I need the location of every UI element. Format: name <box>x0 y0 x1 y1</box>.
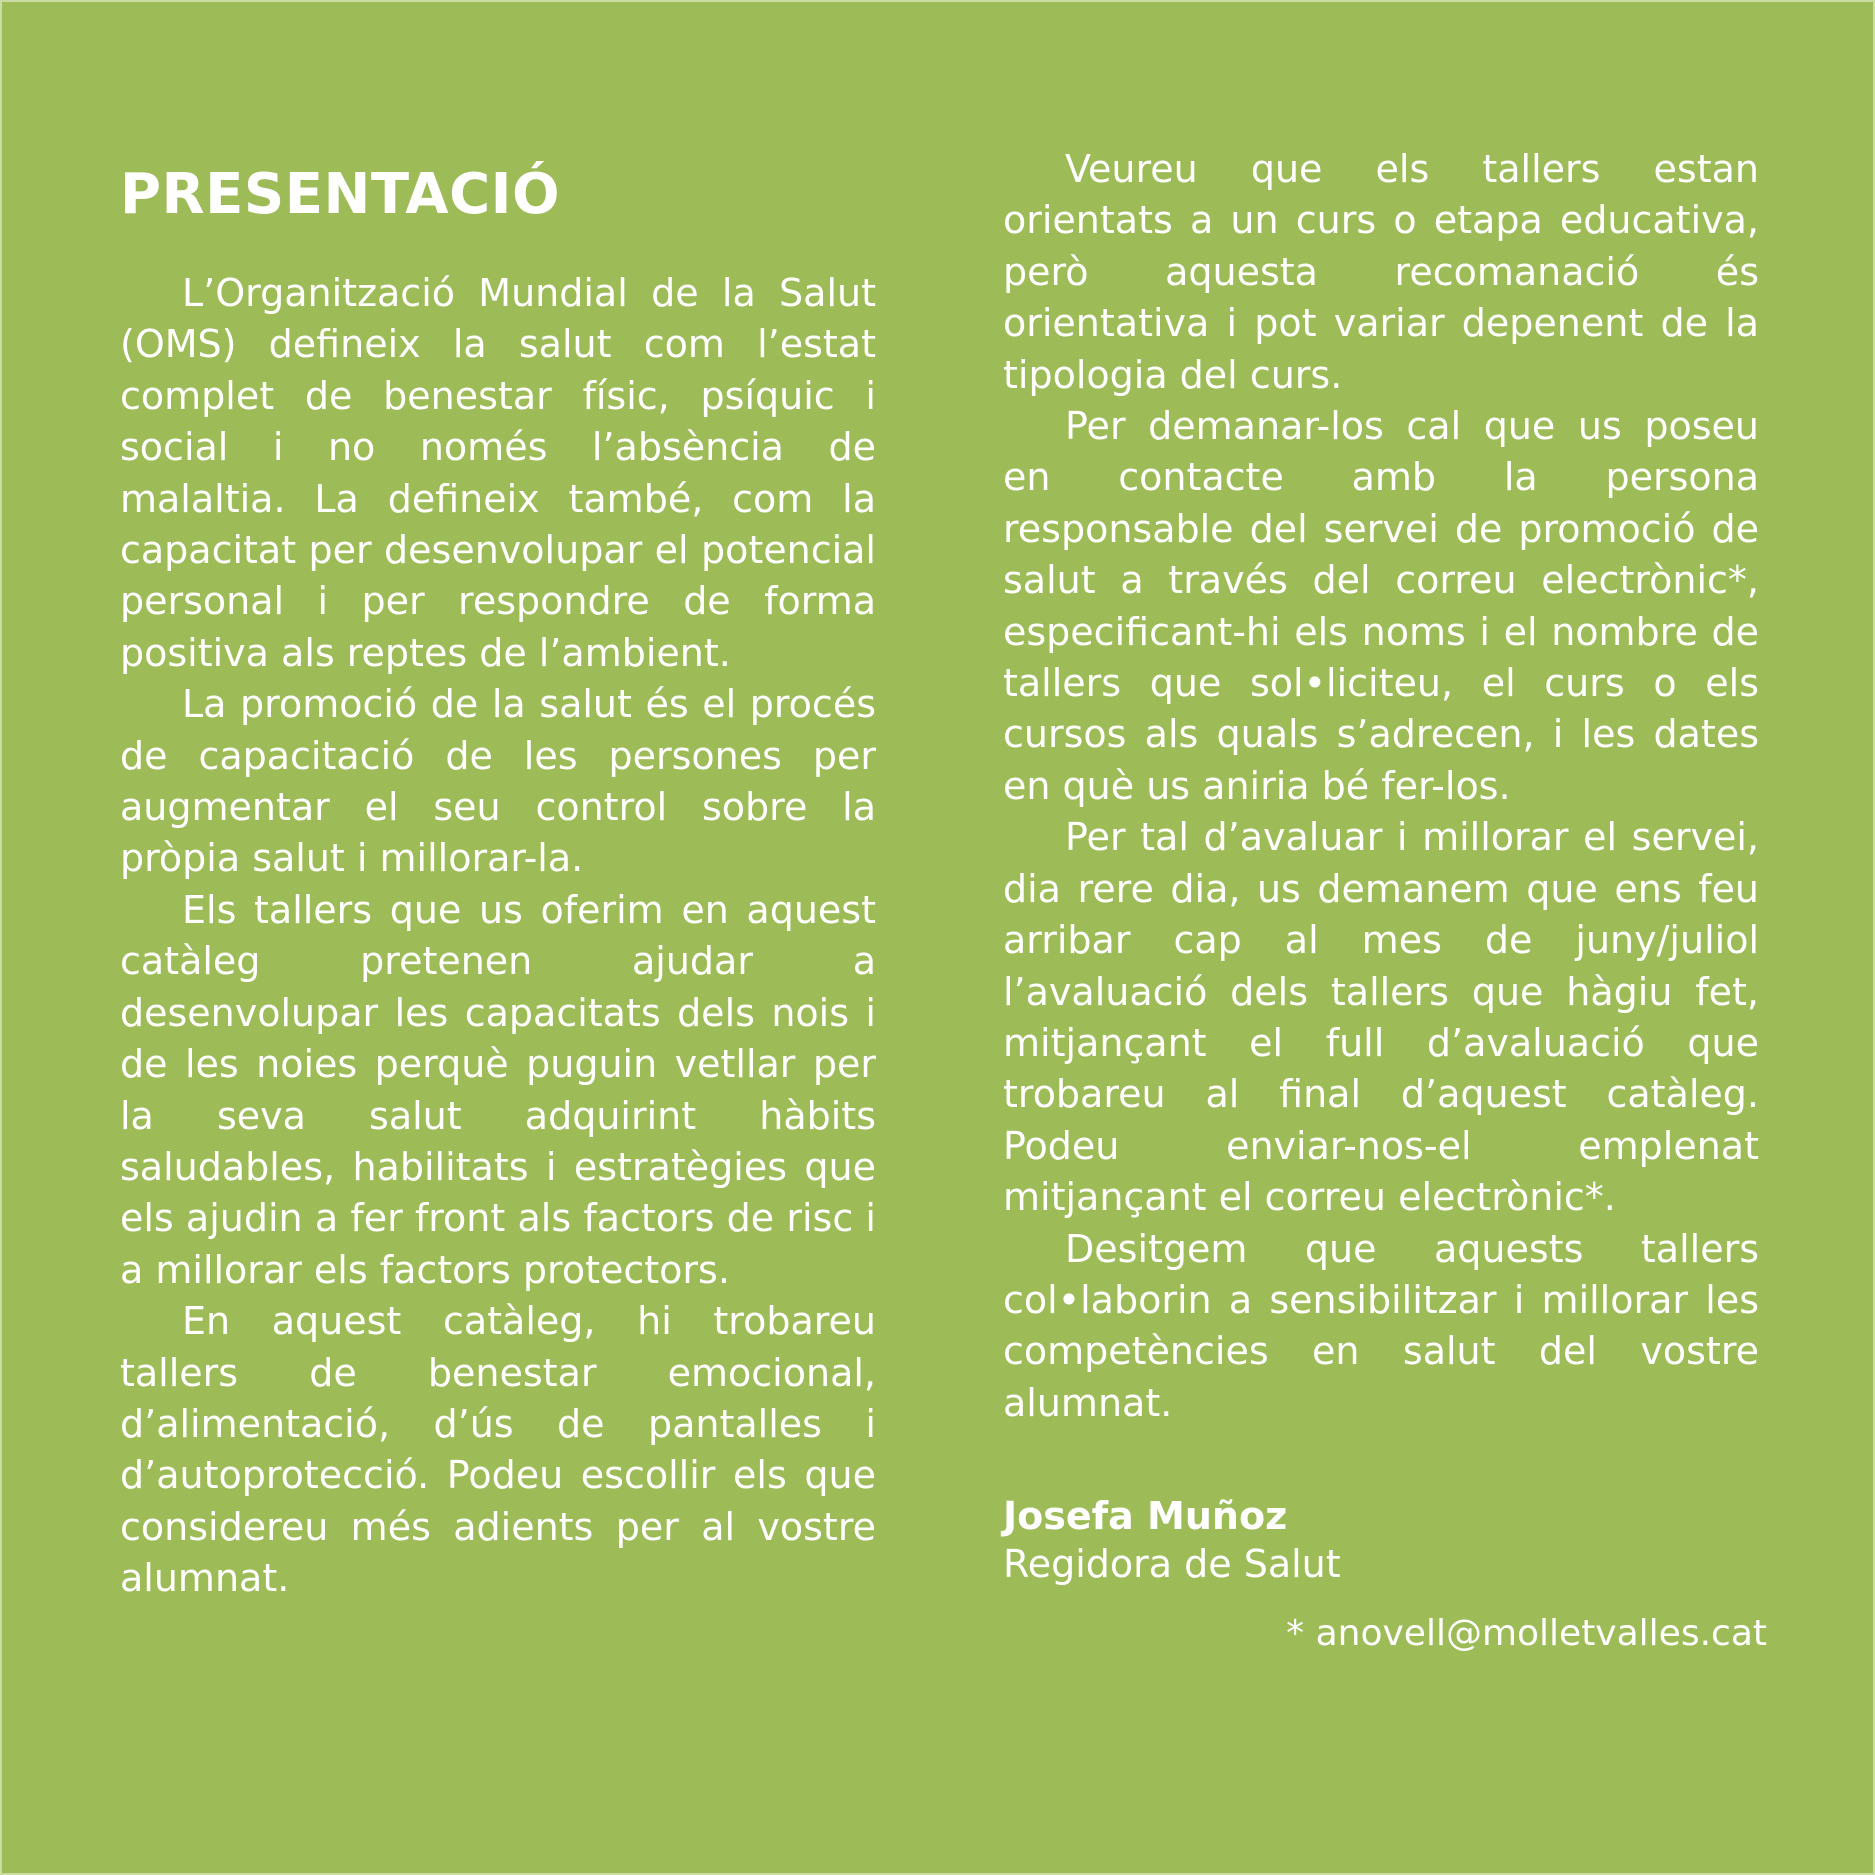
paragraph-catalog-contents: En aquest catàleg, hi trobareu tallers de benestar emocional, d’alimentació, d’ús de pantalles i d’autoprotecció. Podeu escollir els que considereu més adients per al vostre alumnat. <box>120 1299 876 1601</box>
signature-block <box>1003 1492 1341 1588</box>
right-column <box>1003 144 1759 1429</box>
email-footnote: * anovell@molletvalles.cat <box>1286 1613 1767 1654</box>
left-column <box>120 268 876 1605</box>
signature-role: Regidora de Salut <box>1003 1542 1341 1586</box>
signature-name: Josefa Muñoz <box>1003 1494 1288 1538</box>
paragraph-workshops-aim: Els tallers que us oferim en aquest catàleg pretenen ajudar a desenvolupar les capacitats dels nois i de les noies perquè puguin vetllar per la seva salut adquirint hàbits saludables, habilitats i estratègies que els ajudin a fer front als factors de risc i a millorar els factors protectors. <box>120 887 876 1292</box>
paragraph-health-promotion: La promoció de la salut és el procés de capacitació de les persones per augmentar el seu control sobre la pròpia salut i millorar-la. <box>120 682 876 881</box>
page-title: PRESENTACIÓ <box>120 162 561 227</box>
paragraph-how-to-request: Per demanar-los cal que us poseu en contacte amb la persona responsable del servei de promoció de salut a través del correu electrònic*, especificant-hi els noms i el nombre de tallers que sol•liciteu, el curs o els cursos als quals s’adrecen, i les dates en què us aniria bé fer-los. <box>1003 404 1759 808</box>
paragraph-evaluation: Per tal d’avaluar i millorar el servei, dia rere dia, us demanem que ens feu arribar cap al mes de juny/juliol l’avaluació dels tallers que hàgiu fet, mitjançant el full d’avaluació que trobareu al final d’aquest catàleg. Podeu enviar-nos-el emplenat mitjançant el correu electrònic*. <box>1003 815 1759 1220</box>
paragraph-oms-definition: L’Organització Mundial de la Salut (OMS) defineix la salut com l’estat complet de benestar físic, psíquic i social i no només l’absència de malaltia. La defineix també, com la capacitat per desenvolupar el potencial personal i per respondre de forma positiva als reptes de l’ambient. <box>120 271 876 675</box>
paragraph-closing-wish: Desitgem que aquests tallers col•laborin a sensibilitzar i millorar les competències en salut del vostre alumnat. <box>1003 1226 1759 1425</box>
paragraph-course-orientation: Veureu que els tallers estan orientats a un curs o etapa educativa, però aquesta recomanació és orientativa i pot variar depenent de la tipologia del curs. <box>1003 147 1759 397</box>
